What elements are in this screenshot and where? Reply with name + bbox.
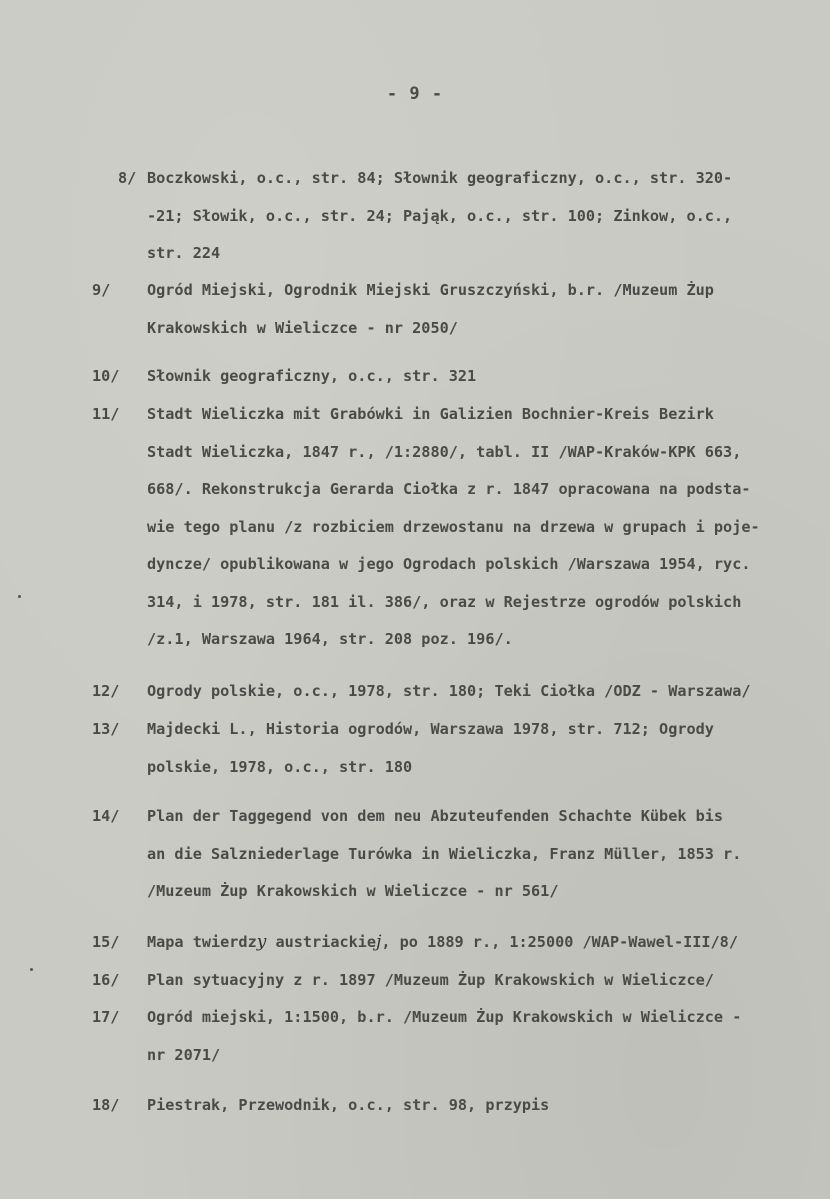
footnote-line: Plan sytuacyjny z r. 1897 /Muzeum Żup Krakowskich w Wieliczce/ <box>147 971 714 989</box>
footnote-9 <box>92 272 812 347</box>
footnote-line: Majdecki L., Historia ogrodów, Warszawa 1978, str. 712; Ogrody <box>147 720 714 738</box>
footnote-line: Stadt Wieliczka, 1847 r., /1:2880/, tabl. II /WAP-Kraków-KPK 663, <box>147 442 742 461</box>
footnote-text-part: austriackie <box>266 933 377 951</box>
footnote-line: /Muzeum Żup Krakowskich w Wieliczce - nr 561/ <box>147 882 559 900</box>
footnote-line: polskie, 1978, o.c., str. 180 <box>147 757 413 776</box>
footnote-line: Stadt Wieliczka mit Grabówki in Galizien Bochnier-Kreis Bezirk <box>147 405 714 423</box>
footnote-line: Plan der Taggegend von dem neu Abzuteufenden Schachte Kübek bis <box>147 807 724 825</box>
footnote-15 <box>92 924 812 962</box>
footnote-line: /z.1, Warszawa 1964, str. 208 poz. 196/. <box>147 630 513 648</box>
footnote-line: str. 224 <box>147 244 221 262</box>
footnote-number: 12/ <box>92 682 120 700</box>
footnote-line: Ogród miejski, 1:1500, b.r. /Muzeum Żup Krakowskich w Wieliczce - <box>147 1008 742 1026</box>
footnote-line: nr 2071/ <box>147 1045 221 1064</box>
footnote-number: 10/ <box>92 367 120 385</box>
footnote-line: Boczkowski, o.c., str. 84; Słownik geograficzny, o.c., str. 320- <box>147 169 733 187</box>
footnote-line: 668/. Rekonstrukcja Gerarda Ciołka z r. 1847 opracowana na podsta- <box>147 480 751 498</box>
footnote-number: 11/ <box>92 405 120 423</box>
handwritten-correction: y <box>256 932 267 952</box>
footnote-line: dyncze/ opublikowana w jego Ogrodach polskich /Warszawa 1954, ryc. <box>147 555 751 573</box>
footnote-8 <box>100 160 812 273</box>
footnote-line: 314, i 1978, str. 181 il. 386/, oraz w Rejestrze ogrodów polskich <box>147 592 742 611</box>
footnote-17 <box>92 999 812 1074</box>
footnote-number: 17/ <box>92 1008 120 1026</box>
footnote-12 <box>92 673 812 711</box>
footnote-line: Ogrody polskie, o.c., 1978, str. 180; Teki Ciołka /ODZ - Warszawa/ <box>147 682 751 700</box>
footnote-16 <box>92 962 812 1000</box>
footnote-line: Ogród Miejski, Ogrodnik Miejski Gruszczyński, b.r. /Muzeum Żup <box>147 281 714 299</box>
footnote-line <box>100 924 812 962</box>
footnote-13 <box>92 711 812 786</box>
handwritten-correction: j <box>376 932 382 952</box>
footnote-line: an die Salzniederlage Turówka in Wieliczka, Franz Müller, 1853 r. <box>147 844 742 863</box>
page-number: - 9 - <box>386 84 444 104</box>
footnote-text-part: Mapa twierdz <box>147 933 257 951</box>
footnote-line: Słownik geograficzny, o.c., str. 321 <box>147 367 477 385</box>
margin-speck <box>18 595 21 598</box>
footnote-text-part: , po 1889 r., 1:25000 /WAP-Wawel-III/8/ <box>381 933 738 951</box>
footnote-number: 8/ <box>118 169 137 187</box>
footnote-number: 15/ <box>92 933 120 951</box>
footnote-number: 16/ <box>92 971 120 989</box>
footnote-line: wie tego planu /z rozbiciem drzewostanu na drzewa w grupach i poje- <box>147 517 760 536</box>
footnote-14 <box>92 798 812 911</box>
footnote-18 <box>92 1087 812 1125</box>
footnote-line: Krakowskich w Wieliczce - nr 2050/ <box>147 318 458 337</box>
footnote-11 <box>92 396 812 659</box>
footnote-10 <box>92 358 812 396</box>
footnote-line: Piestrak, Przewodnik, o.c., str. 98, przypis <box>147 1096 550 1114</box>
footnote-line: -21; Słowik, o.c., str. 24; Pająk, o.c., str. 100; Zinkow, o.c., <box>147 206 733 225</box>
footnote-number: 13/ <box>92 720 120 738</box>
margin-speck <box>30 968 33 971</box>
footnote-number: 9/ <box>92 281 111 299</box>
footnote-number: 14/ <box>92 807 120 825</box>
footnote-number: 18/ <box>92 1096 120 1114</box>
